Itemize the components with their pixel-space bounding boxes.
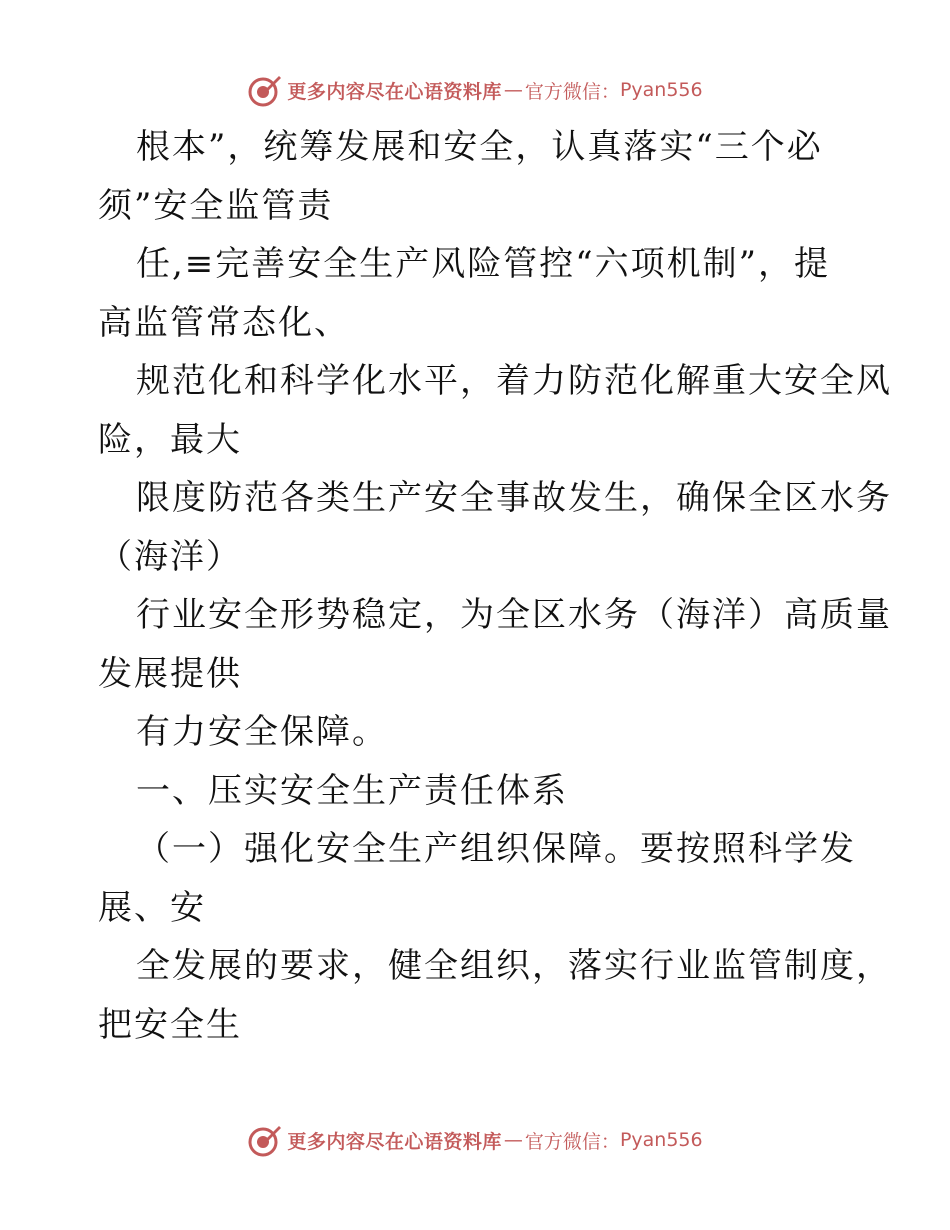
- text-line: 险，最大: [98, 419, 242, 460]
- pen-logo-icon: [247, 72, 283, 108]
- text-line: 展、安: [98, 887, 206, 928]
- text-line: （一）强化安全生产组织保障。要按照科学发: [136, 829, 856, 869]
- pen-logo-icon: [247, 1122, 283, 1158]
- text-line: 任,≡完善安全生产风险管控“六项机制”，提: [136, 244, 831, 284]
- watermark-text: 更多内容尽在心语资料库: [287, 1130, 502, 1153]
- text-line: 规范化和科学化水平，着力防范化解重大安全风: [136, 361, 892, 401]
- text-line: 根本”，统筹发展和安全，认真落实“三个必: [136, 127, 823, 167]
- watermark-dash: —: [503, 79, 523, 101]
- text-line: （海洋）: [98, 536, 242, 577]
- text-line: 把安全生: [98, 1004, 242, 1045]
- text-line: 发展提供: [98, 653, 242, 694]
- text-line: 高监管常态化、: [98, 302, 350, 343]
- watermark-wechat-id: Pyan556: [619, 1129, 703, 1151]
- watermark-text: 更多内容尽在心语资料库: [287, 80, 502, 103]
- text-line: 全发展的要求，健全组织，落实行业监管制度，: [136, 946, 892, 986]
- text-line: 有力安全保障。: [136, 712, 388, 752]
- watermark-wechat-label: 官方微信：: [524, 1130, 620, 1153]
- header-watermark: [0, 70, 950, 110]
- text-line: 行业安全形势稳定，为全区水务（海洋）高质量: [136, 595, 892, 635]
- text-line: 限度防范各类生产安全事故发生，确保全区水务: [136, 478, 892, 518]
- text-line: 须”安全监管责: [98, 185, 334, 226]
- document-body: [98, 118, 892, 1054]
- section-heading: 一、压实安全生产责任体系: [136, 770, 568, 811]
- watermark-wechat-id: Pyan556: [619, 79, 703, 101]
- watermark-dash: —: [503, 1129, 523, 1151]
- footer-watermark: [0, 1120, 950, 1160]
- watermark-wechat-label: 官方微信：: [524, 80, 620, 103]
